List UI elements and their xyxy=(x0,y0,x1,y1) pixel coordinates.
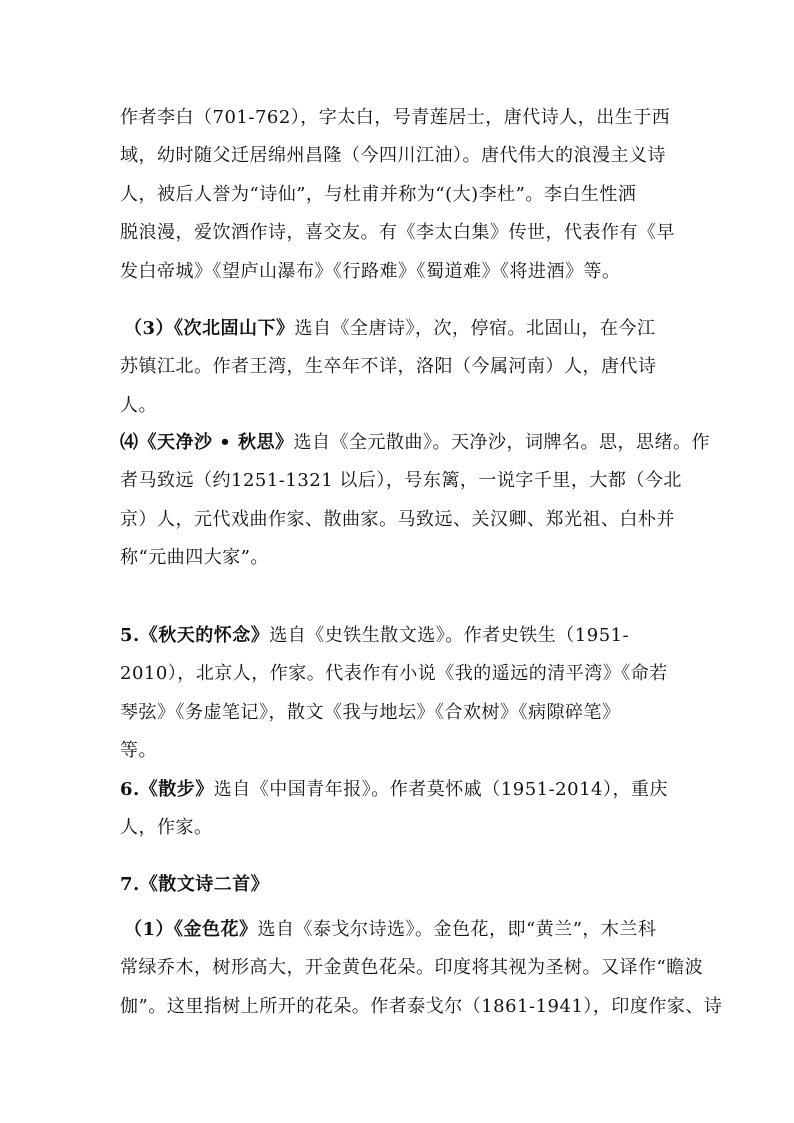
section-heading: （1）《金色花》 xyxy=(124,919,258,940)
text-line: 域，幼时随父迁居绵州昌隆（今四川江油）。唐代伟大的浪漫主义诗 xyxy=(120,145,666,167)
text-line: 人。 xyxy=(120,394,157,416)
text-run: 选自《全元散曲》。天净沙，词牌名。思，思绪。作 xyxy=(293,432,711,453)
text-line xyxy=(120,911,680,949)
section-heading: 6.《散步》 xyxy=(120,779,214,800)
text-line: 苏镇江北。作者王湾，生卒年不详，洛阳（今属河南）人，唐代诗 xyxy=(120,356,657,378)
text-run: 选自《全唐诗》，次，停宿。北固山，在今江 xyxy=(294,318,656,339)
text-line: 人，作家。 xyxy=(120,817,213,839)
text-line: 者马致远（约1251-1321 以后），号东篱，一说字千里，大都（今北 xyxy=(120,470,682,492)
section-heading: （3）《次北固山下》 xyxy=(124,318,295,339)
text-line xyxy=(120,310,680,348)
text-run: 选自《泰戈尔诗选》。金色花，即“黄兰”，木兰科 xyxy=(257,919,657,940)
paragraph-item-6 xyxy=(120,771,680,848)
paragraph-item-7 xyxy=(120,866,680,904)
text-line: 称“元曲四大家”。 xyxy=(120,547,269,569)
text-line: 2010），北京人，作家。代表作有小说《我的遥远的清平湾》《命若 xyxy=(120,663,668,685)
text-line: 京）人，元代戏曲作家、散曲家。马致远、关汉卿、郑光祖、白朴并 xyxy=(120,508,675,530)
section-heading: 5.《秋天的怀念》 xyxy=(120,625,270,646)
paragraph-poem-7-1 xyxy=(120,911,723,1026)
paragraph-poem-3 xyxy=(120,310,680,425)
section-heading: 7.《散文诗二首》 xyxy=(120,874,270,895)
text-line: 作者李白（701-762），字太白，号青莲居士，唐代诗人，出生于西 xyxy=(120,107,671,128)
text-line: 等。 xyxy=(120,740,157,762)
text-run: 选自《中国青年报》。作者莫怀戚（1951-2014），重庆 xyxy=(213,779,668,800)
paragraph-poem-4 xyxy=(120,424,711,578)
paragraph-item-5 xyxy=(120,617,680,771)
section-heading: ⑷《天净沙 • 秋思》 xyxy=(120,432,294,453)
text-line: 脱浪漫，爱饮酒作诗，喜交友。有《李太白集》传世，代表作有《早 xyxy=(120,222,675,244)
text-line: 常绿乔木，树形高大，开金黄色花朵。印度将其视为圣树。又译作“瞻波 xyxy=(120,957,704,979)
text-line xyxy=(120,424,711,462)
text-line: 人，被后人誉为“诗仙”，与杜甫并称为“(大)李杜”。李白生性洒 xyxy=(120,183,637,205)
text-line xyxy=(120,771,680,809)
text-line: 发白帝城》《望庐山瀑布》《行路难》《蜀道难》《将进酒》等。 xyxy=(120,260,621,282)
paragraph-li-bai xyxy=(120,99,680,291)
text-line xyxy=(120,617,680,655)
text-run: 选自《史铁生散文选》。作者史铁生（1951- xyxy=(269,625,630,646)
text-line: 伽”。这里指树上所开的花朵。作者泰戈尔（1861-1941），印度作家、诗 xyxy=(120,995,723,1017)
text-line: 琴弦》《务虚笔记》，散文《我与地坛》《合欢树》《病隙碎笔》 xyxy=(120,701,621,723)
